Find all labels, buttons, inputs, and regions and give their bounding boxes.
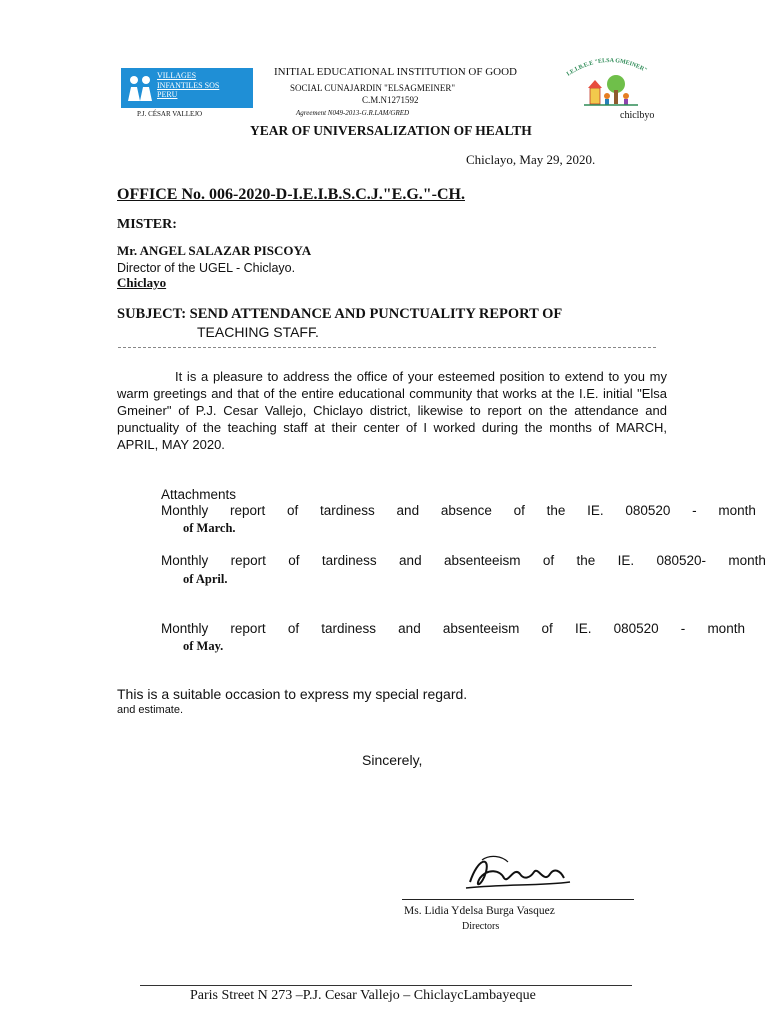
attachment-word: the (546, 503, 566, 518)
year-title: YEAR OF UNIVERSALIZATION OF HEALTH (250, 123, 532, 138)
attachment-word: absenteeism (442, 621, 520, 636)
closing-line-2: and estimate. (117, 704, 184, 716)
attachment-word: and (399, 553, 422, 568)
attachment-word: 080520 (625, 503, 671, 518)
logo-line-1: VILLAGES (157, 71, 197, 80)
recipient-role: Director of the UGEL - Chiclayo. (117, 261, 296, 275)
attachment-word: of (542, 553, 555, 568)
attachment-month: of April. (183, 572, 228, 586)
children-logo-icon (125, 73, 155, 103)
closing-line: This is a suitable occasion to express my special regard. (117, 686, 468, 702)
attachment-item (161, 621, 745, 636)
attachment-word: IE. (587, 503, 604, 518)
subject-line-2: TEACHING STAFF. (197, 324, 319, 340)
date-line: Chiclayo, May 29, 2020. (466, 152, 596, 167)
attachment-word: report (230, 503, 266, 518)
separator-line (118, 347, 656, 348)
institution-agreement: Agreement N049-2013-G.R.LAM/GRED (296, 109, 410, 117)
attachment-word: IE. (574, 621, 592, 636)
attachment-word: 080520- (656, 553, 707, 568)
recipient-city: Chiclayo (117, 275, 167, 290)
institution-cm: C.M.N1271592 (362, 95, 419, 105)
signer-role: Directors (462, 921, 500, 932)
attachment-word: of (513, 503, 525, 518)
attachment-word: - (692, 503, 697, 518)
signer-name: Ms. Lidia Ydelsa Burga Vasquez (404, 905, 555, 917)
logo-left-text (157, 71, 219, 100)
logo-line-2: INFANTILES SOS (157, 80, 220, 90)
attachment-word: tardiness (320, 503, 375, 518)
institution-name: INITIAL EDUCATIONAL INSTITUTION OF GOOD (274, 66, 517, 78)
attachment-word: Monthly (161, 621, 209, 636)
attachment-word: and (396, 503, 420, 518)
attachment-item (161, 553, 766, 568)
svg-text:I.E.I.B.E.E "ELSA GMEINER": I.E.I.B.E.E "ELSA GMEINER" (565, 57, 648, 78)
attachments-title: Attachments (161, 487, 237, 502)
attachment-word: month (707, 621, 745, 636)
salutation: MISTER: (117, 217, 177, 232)
attachment-word: IE. (617, 553, 635, 568)
footer-address: Paris Street N 273 –P.J. Cesar Vallejo – ChiclaycLambayeque (190, 988, 536, 1003)
elsa-gmeiner-logo (560, 50, 660, 122)
attachment-word: absence (440, 503, 492, 518)
body-paragraph (117, 368, 667, 453)
institution-sub: SOCIAL CUNAJARDIN "ELSAGMEINER" (290, 83, 456, 93)
logo-right-caption: chiclbyo (620, 110, 655, 121)
attachment-item (161, 503, 756, 518)
subject-line: SUBJECT: SEND ATTENDANCE AND PUNCTUALITY REPORT OF (117, 306, 563, 322)
villages-sos-logo (121, 68, 253, 108)
sincerely-text: Sincerely, (362, 752, 423, 768)
attachment-word: tardiness (321, 553, 377, 568)
attachment-word: month (728, 553, 766, 568)
signature-line (402, 899, 634, 900)
attachment-word: of (288, 553, 300, 568)
attachment-word: and (398, 621, 421, 636)
attachment-word: of (287, 503, 299, 518)
attachment-word: of (541, 621, 553, 636)
attachment-month: of March. (183, 521, 236, 535)
attachment-word: - (680, 621, 686, 636)
attachment-word: absenteeism (443, 553, 521, 568)
attachment-word: month (718, 503, 756, 518)
office-number: OFFICE No. 006-2020-D-I.E.I.B.S.C.J."E.G."-CH. (117, 186, 465, 203)
attachment-word: report (230, 621, 266, 636)
attachment-word: the (576, 553, 596, 568)
logo-left-subtitle: P.J. CÉSAR VALLEJO (137, 110, 203, 118)
attachment-word: report (230, 553, 266, 568)
attachment-word: Monthly (161, 503, 209, 518)
attachment-word: tardiness (321, 621, 377, 636)
recipient-name: Mr. ANGEL SALAZAR PISCOYA (117, 243, 312, 258)
attachment-word: of (287, 621, 300, 636)
attachment-month: of May. (183, 639, 224, 653)
attachment-word: 080520 (613, 621, 659, 636)
footer-line (140, 985, 632, 986)
body-text: It is a pleasure to address the office of your esteemed position to extend to you my warm greetings and that of the entire educational community that works at the I.E. initial "Elsa Gmeiner" of P.J. Cesar Vallejo, Chiclayo district, likewise to report on the attendance and punctuality of the teaching staff at their center of I worked during the months of MARCH, APRIL, MAY 2020. (117, 369, 667, 452)
attachment-word: Monthly (161, 553, 209, 568)
logo-line-3: PERU (157, 90, 178, 99)
handwritten-signature (460, 848, 575, 898)
